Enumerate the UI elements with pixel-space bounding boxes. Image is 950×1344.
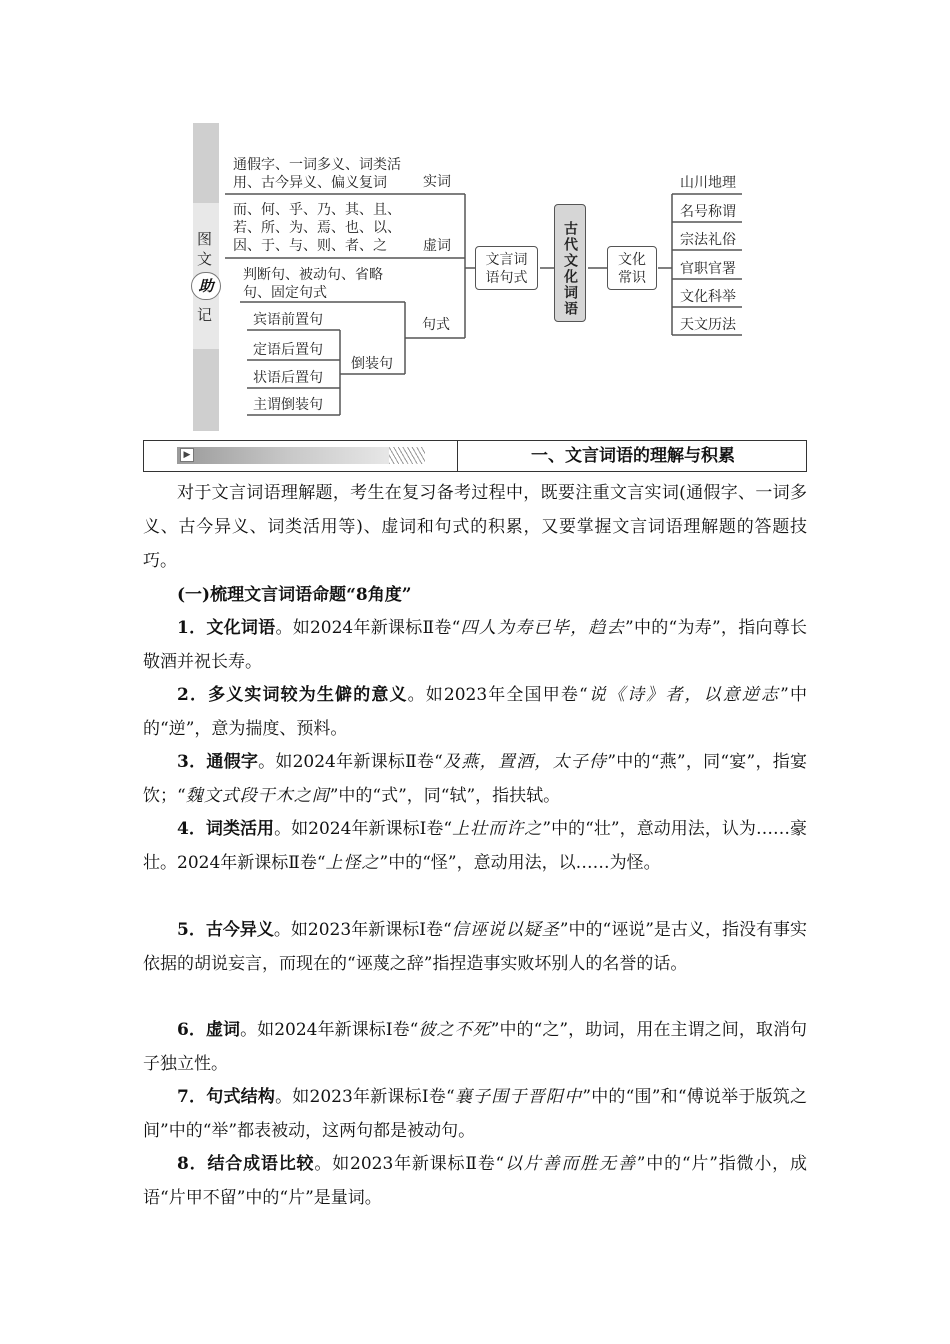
point-item-6 [143,1013,807,1081]
point-item-4 [143,812,807,880]
point-quote: 以片善而胜无善 [504,1154,637,1174]
point-heading: 词类活用 [205,819,275,839]
sidebar-char-3: 助 [191,272,221,300]
point-quote: 上壮而许之 [452,819,543,839]
wenyan-juyu-line-2: 语句式 [485,270,528,286]
point-quote: 及燕，置酒，太子侍 [442,752,608,772]
wenyan-juyu-line-1: 文言词 [485,252,528,268]
point-text: 。如2023年全国甲卷“ [407,685,588,705]
point-quote: 信诬说以疑圣 [451,920,560,940]
point-number: 1． [177,618,207,638]
point-text: 。如2023年新课标Ⅱ卷“ [314,1154,505,1174]
point-text: 。如2024年新课标Ⅰ卷“ [240,1020,419,1040]
point-heading: 文化词语 [206,618,276,638]
daozhuang-label: 倒装句 [351,356,393,372]
shici-label: 实词 [423,174,451,190]
wenyan-juyu-box [475,246,538,290]
diagram-connector-lines [0,0,950,440]
culture-item-4: 官职官署 [680,261,736,277]
point-heading: 虚词 [205,1020,241,1040]
jushi-desc-line-1: 判断句、被动句、省略 [243,267,383,283]
point-text: ”中的“式”，同“轼”，指扶轼。 [329,786,561,806]
point-text: ”中的“壮”，意动用法，认为……豪壮。2024年新课标Ⅱ卷“ [143,819,808,873]
section-header-bar [143,440,807,472]
xuci-desc-line-2: 若、所、为、焉、也、以、 [233,220,401,236]
point-number: 7． [177,1087,207,1107]
mind-map-diagram [0,0,950,440]
point-text: ”中的“之”，助词，用在主谓之间，取消句子独立性。 [143,1020,808,1074]
point-text: 。如2024年新课标Ⅱ卷“ [275,618,461,638]
subheading: (一)梳理文言词语命题“8角度” [177,585,412,605]
point-quote: 魏文式段干木之闾 [185,786,330,806]
xuci-desc-line-1: 而、何、乎、乃、其、且、 [233,202,401,218]
daozhuang-item-3: 状语后置句 [253,370,323,386]
point-text: 。如2023年新课标Ⅰ卷“ [273,920,452,940]
sidebar-char-2: 文 [197,250,213,268]
point-item-7 [143,1080,807,1148]
point-item-2 [143,678,807,746]
point-number: 3． [177,752,207,772]
intro-paragraph: 对于文言词语理解题，考生在复习备考过程中，既要注重文言实词(通假字、一词多义、古今异义、词类活用等)、虚词和句式的积累，又要掌握文言词语理解题的答题技巧。 [143,483,807,571]
point-number: 8． [177,1154,208,1174]
point-quote: 四人为寿已毕，趋去 [460,618,625,638]
point-number: 6． [177,1020,206,1040]
shici-desc-line-1: 通假字、一词多义、词类活 [233,157,401,173]
point-item-8 [143,1147,807,1215]
play-icon: ▶ [180,448,194,462]
culture-item-3: 宗法礼俗 [680,232,736,248]
point-text: ”中的“围”和“傅说举于版筑之间”中的“举”都表被动，这两句都是被动句。 [143,1087,808,1141]
culture-item-6: 天文历法 [680,317,736,333]
sidebar-char-4: 记 [197,306,213,324]
point-text: ”中的“诬说”是古义，指没有事实依据的胡说妄言，而现在的“诬蔑之辞”指捏造事实败坏别人的名誉的话。 [143,920,808,974]
point-heading: 通假字 [206,752,259,772]
point-item-1 [143,611,807,679]
point-heading: 古今异义 [205,920,274,940]
jushi-desc-line-2: 句、固定句式 [243,285,327,301]
header-gradient-strip [177,447,425,464]
point-item-5 [143,913,807,981]
point-quote: 襄子围于晋阳中 [454,1087,583,1107]
xuci-desc-line-3: 因、于、与、则、者、之 [233,238,387,254]
culture-item-5: 文化科举 [680,289,736,305]
ancient-culture-words-box: 古代文化词语 [554,204,586,322]
daozhuang-item-1: 宾语前置句 [253,312,323,328]
point-text: 。如2024年新课标Ⅱ卷“ [258,752,443,772]
point-heading: 结合成语比较 [207,1154,315,1174]
daozhuang-item-4: 主谓倒装句 [253,397,323,413]
culture-item-2: 名号称谓 [680,204,736,220]
point-text: 。如2024年新课标Ⅰ卷“ [274,819,453,839]
point-number: 4． [177,819,206,839]
section-title: 一、文言词语的理解与积累 [531,446,735,466]
point-text: ”中的“逆”，意为揣度、预料。 [143,685,807,739]
point-text: 。如2023年新课标Ⅰ卷“ [275,1087,455,1107]
jushi-label: 句式 [422,317,450,333]
point-heading: 多义实词较为生僻的意义 [208,685,408,705]
point-text: ”中的“片”指微小，成语“片甲不留”中的“片”是量词。 [143,1154,807,1208]
point-quote: 彼之不死 [418,1020,491,1040]
point-item-3 [143,745,807,813]
section-header-decoration [144,441,458,471]
header-hatch-pattern [389,447,425,464]
point-text: ”中的“为寿”，指向尊长敬酒并祝长寿。 [143,618,807,672]
point-heading: 句式结构 [206,1087,276,1107]
point-number: 5． [177,920,206,940]
point-number: 2． [177,685,209,705]
sidebar-char-1: 图 [197,230,213,248]
shici-desc-line-2: 用、古今异义、偏义复词 [233,175,387,191]
culture-knowledge-box [607,246,657,290]
point-text: ”中的“燕”，同“宴”，指宴饮；“ [143,752,807,806]
point-quote: 上怪之 [325,853,380,873]
culture-knowledge-line-2: 常识 [618,270,646,286]
culture-item-1: 山川地理 [680,175,736,191]
point-text: ”中的“怪”，意动用法，以……为怪。 [379,853,661,873]
culture-knowledge-line-1: 文化 [618,252,646,268]
xuci-label: 虚词 [423,238,451,254]
daozhuang-item-2: 定语后置句 [253,342,323,358]
point-quote: 说《诗》者，以意逆志 [587,685,781,705]
